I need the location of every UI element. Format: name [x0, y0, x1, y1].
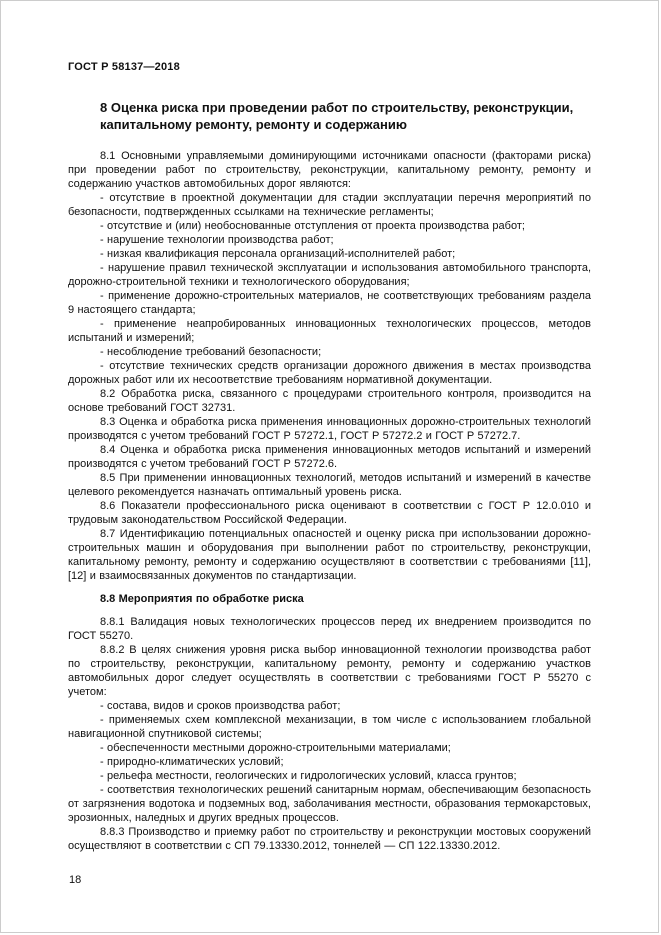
list-item: - состава, видов и сроков производства работ;: [100, 700, 341, 712]
paragraph: 8.4 Оценка и обработка риска применения инновационных методов испытаний и измерений производятся с учетом требований ГОСТ Р 57272.6.: [68, 444, 591, 470]
list-item: - обеспеченности местными дорожно-строительными материалами;: [100, 742, 451, 754]
paragraph: 8.8.2 В целях снижения уровня риска выбор инновационной технологии производства работ по строительству, реконструкции, капитальному ремонту, ремонту и содержанию участков автомобильных дорог следует осуществлять в соответствии с требованиями ГОСТ Р 55270 с учетом:: [68, 644, 591, 698]
list-item: - применение неапробированных инновационных технологических процессов, методов испытаний и измерений;: [68, 318, 591, 344]
list-item: - нарушение технологии производства работ;: [100, 234, 334, 246]
paragraph: 8.3 Оценка и обработка риска применения инновационных дорожно-строительных технологий производятся с учетом требований ГОСТ Р 57272.1, ГОСТ Р 57272.2 и ГОСТ Р 57272.7.: [68, 416, 591, 442]
paragraph: 8.7 Идентификацию потенциальных опасностей и оценку риска при использовании дорожно-строительных машин и оборудования при выполнении работ по строительству, реконструкции, капитальному ремонту, ремонту и содержанию осуществляют в соответствии с требованиями [11], [12] и взаимосвязанных документов по стандартизации.: [68, 528, 591, 582]
list-item: - соответствия технологических решений санитарным нормам, обеспечивающим безопасность от загрязнения водотока и подземных вод, заболачивания местности, образования термокарстовых, эрозионных, наледных и других вредных процессов.: [68, 784, 591, 824]
paragraph: 8.2 Обработка риска, связанного с процедурами строительного контроля, производится на основе требований ГОСТ 32731.: [68, 388, 591, 414]
list-item: - применяемых схем комплексной механизации, в том числе с использованием глобальной навигационной спутниковой системы;: [68, 714, 591, 740]
list-item: - рельефа местности, геологических и гидрологических условий, класса грунтов;: [100, 770, 517, 782]
list-item: - низкая квалификация персонала организаций-исполнителей работ;: [100, 248, 456, 260]
paragraph: 8.1 Основными управляемыми доминирующими источниками опасности (факторами риска) при проведении работ по строительству, реконструкции, капитальному ремонту, ремонту и содержанию участков автомобильных дорог являются:: [68, 150, 591, 190]
list-item: - несоблюдение требований безопасности;: [100, 346, 322, 358]
paragraph: 8.8.3 Производство и приемку работ по строительству и реконструкции мостовых сооружений осуществляют в соответствии с СП 79.13330.2012, тоннелей — СП 122.13330.2012.: [68, 826, 591, 852]
list-item: - отсутствие и (или) необоснованные отступления от проекта производства работ;: [100, 220, 525, 232]
section-heading: 8 Оценка риска при проведении работ по строительству, реконструкции, капитальному ремонту, ремонту и содержанию: [100, 100, 574, 132]
list-item: - применение дорожно-строительных материалов, не соответствующих требованиям раздела 9 настоящего стандарта;: [68, 290, 591, 316]
subsection-heading: 8.8 Мероприятия по обработке риска: [100, 593, 304, 605]
paragraph: 8.5 При применении инновационных технологий, методов испытаний и измерений в качестве целевого рекомендуется назначать оптимальный уровень риска.: [68, 472, 591, 498]
list-item: - нарушение правил технической эксплуатации и использования автомобильного транспорта, дорожно-строительной техники и технологического оборудования;: [68, 262, 591, 288]
page-number: 18: [69, 874, 82, 886]
document-number: ГОСТ Р 58137—2018: [68, 61, 180, 73]
document-body: [68, 149, 591, 853]
paragraph: 8.6 Показатели профессионального риска оценивают в соответствии с ГОСТ Р 12.0.010 и трудовым законодательством Российской Федерации.: [68, 500, 591, 526]
list-item: - отсутствие технических средств организации дорожного движения в местах производства дорожных работ или их несоответствие требованиям нормативной документации.: [68, 360, 591, 386]
page-content-area: [1, 1, 658, 853]
paragraph: 8.8.1 Валидация новых технологических процессов перед их внедрением производится по ГОСТ 55270.: [68, 616, 591, 642]
list-item: - природно-климатических условий;: [100, 756, 284, 768]
list-item: - отсутствие в проектной документации для стадии эксплуатации перечня мероприятий по безопасности, подтвержденных ссылками на технические регламенты;: [68, 192, 591, 218]
